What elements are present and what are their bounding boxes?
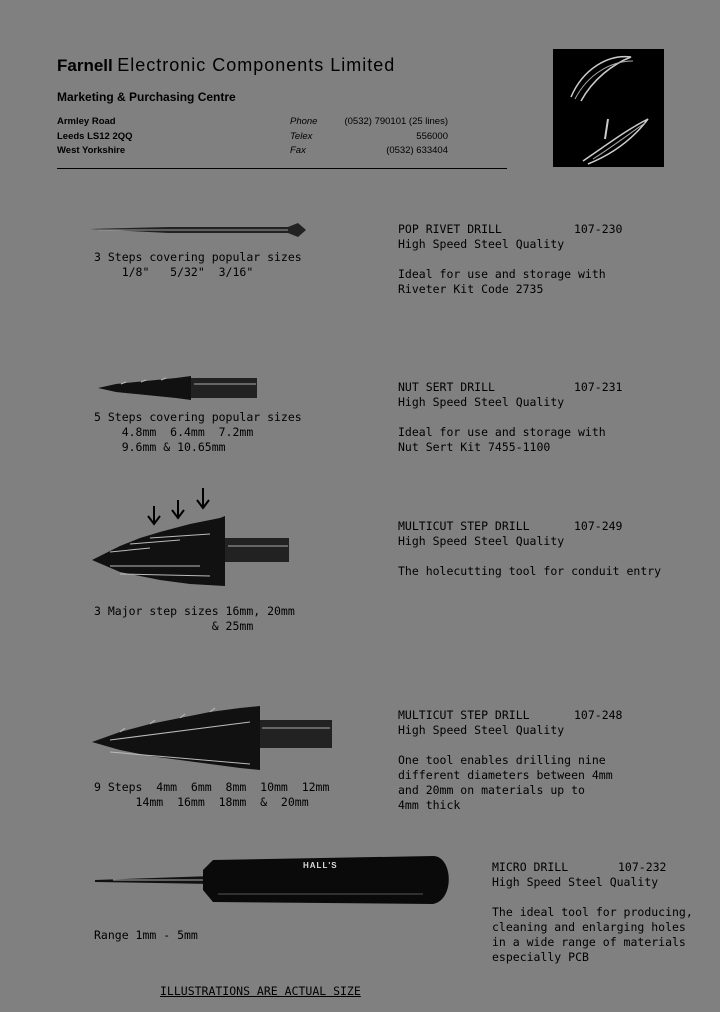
product-info bbox=[398, 222, 623, 297]
company-name-rest: Electronic Components Limited bbox=[117, 55, 396, 75]
product-code: 107-232 bbox=[618, 860, 667, 874]
contact-value: (0532) 790101 (25 lines) bbox=[344, 116, 448, 127]
nut-sert-drill-illustration bbox=[96, 372, 262, 404]
product-desc-line: The ideal tool for producing, bbox=[492, 905, 693, 919]
product-desc-line: Nut Sert Kit 7455-1100 bbox=[398, 440, 551, 454]
micro-drill-illustration bbox=[93, 850, 458, 916]
caption-line: 3 Steps covering popular sizes bbox=[94, 250, 302, 264]
multicut-step-drill-nine-step-illustration bbox=[90, 700, 335, 780]
company-name bbox=[57, 55, 395, 76]
caption-line: 4.8mm 6.4mm 7.2mm bbox=[94, 425, 254, 439]
product-name: POP RIVET DRILL bbox=[398, 222, 502, 236]
address-line: Leeds LS12 2QQ bbox=[57, 130, 133, 142]
handle-brand-label: HALL'S bbox=[303, 861, 338, 870]
caption-line: 9.6mm & 10.65mm bbox=[94, 440, 226, 454]
product-desc-line: One tool enables drilling nine bbox=[398, 753, 606, 767]
product-desc-line: cleaning and enlarging holes bbox=[492, 920, 686, 934]
product-quality: High Speed Steel Quality bbox=[492, 875, 659, 889]
product-info bbox=[398, 380, 623, 455]
caption-line: Range 1mm - 5mm bbox=[94, 928, 198, 942]
product-code: 107-230 bbox=[574, 222, 623, 236]
step-arrow-icon bbox=[148, 506, 160, 524]
product-info bbox=[398, 519, 661, 579]
header-divider bbox=[57, 168, 507, 169]
caption-line: 1/8" 5/32" 3/16" bbox=[94, 265, 254, 279]
product-desc-line: and 20mm on materials up to bbox=[398, 783, 585, 797]
pop-rivet-drill-illustration bbox=[88, 219, 310, 241]
step-arrow-icon bbox=[172, 500, 184, 518]
company-name-bold: Farnell bbox=[57, 56, 113, 75]
product-desc-line: The holecutting tool for conduit entry bbox=[398, 564, 662, 578]
product-code: 107-231 bbox=[574, 380, 623, 394]
footer-note: ILLUSTRATIONS ARE ACTUAL SIZE bbox=[160, 984, 361, 998]
product-quality: High Speed Steel Quality bbox=[398, 237, 565, 251]
product-title-line bbox=[398, 380, 623, 395]
product-quality: High Speed Steel Quality bbox=[398, 723, 565, 737]
product-caption bbox=[94, 928, 198, 943]
product-name: NUT SERT DRILL bbox=[398, 380, 495, 394]
product-desc-line: Ideal for use and storage with bbox=[398, 425, 606, 439]
product-desc-line: in a wide range of materials bbox=[492, 935, 686, 949]
contact-labels bbox=[290, 115, 317, 159]
product-info bbox=[398, 708, 623, 813]
multicut-step-drill-large-illustration bbox=[90, 486, 295, 596]
product-desc-line: different diameters between 4mm bbox=[398, 768, 613, 782]
product-caption bbox=[94, 250, 302, 280]
contact-label: Phone bbox=[290, 116, 318, 127]
product-name: MULTICUT STEP DRILL bbox=[398, 708, 530, 722]
caption-line: 3 Major step sizes 16mm, 20mm bbox=[94, 604, 295, 618]
product-desc-line: especially PCB bbox=[492, 950, 589, 964]
address-line: Armley Road bbox=[57, 116, 116, 127]
product-desc-line: Riveter Kit Code 2735 bbox=[398, 282, 544, 296]
product-name: MICRO DRILL bbox=[492, 860, 569, 874]
address-block bbox=[57, 115, 133, 159]
contact-value: 556000 bbox=[416, 130, 448, 142]
contact-value: (0532) 633404 bbox=[386, 145, 448, 156]
contact-label: Fax bbox=[290, 145, 306, 156]
product-title-line bbox=[398, 708, 623, 723]
product-name: MULTICUT STEP DRILL bbox=[398, 519, 530, 533]
product-caption bbox=[94, 780, 329, 810]
caption-line: 14mm 16mm 18mm & 20mm bbox=[94, 795, 309, 809]
product-info bbox=[492, 860, 693, 965]
contact-values bbox=[330, 115, 448, 159]
caption-line: 5 Steps covering popular sizes bbox=[94, 410, 302, 424]
product-title-line bbox=[398, 222, 623, 237]
step-arrow-icon bbox=[197, 488, 209, 508]
contact-label: Telex bbox=[290, 130, 313, 142]
product-desc-line: 4mm thick bbox=[398, 798, 461, 812]
company-logo bbox=[553, 49, 664, 167]
product-title-line bbox=[398, 519, 661, 534]
caption-line: & 25mm bbox=[94, 619, 254, 633]
product-code: 107-249 bbox=[574, 519, 623, 533]
product-code: 107-248 bbox=[574, 708, 623, 722]
caption-line: 9 Steps 4mm 6mm 8mm 10mm 12mm bbox=[94, 780, 330, 794]
product-caption bbox=[94, 604, 295, 634]
address-line: West Yorkshire bbox=[57, 145, 126, 156]
product-title-line bbox=[492, 860, 693, 875]
product-desc-line: Ideal for use and storage with bbox=[398, 267, 606, 281]
division-title: Marketing & Purchasing Centre bbox=[57, 90, 236, 104]
product-caption bbox=[94, 410, 302, 455]
product-quality: High Speed Steel Quality bbox=[398, 534, 565, 548]
product-quality: High Speed Steel Quality bbox=[398, 395, 565, 409]
